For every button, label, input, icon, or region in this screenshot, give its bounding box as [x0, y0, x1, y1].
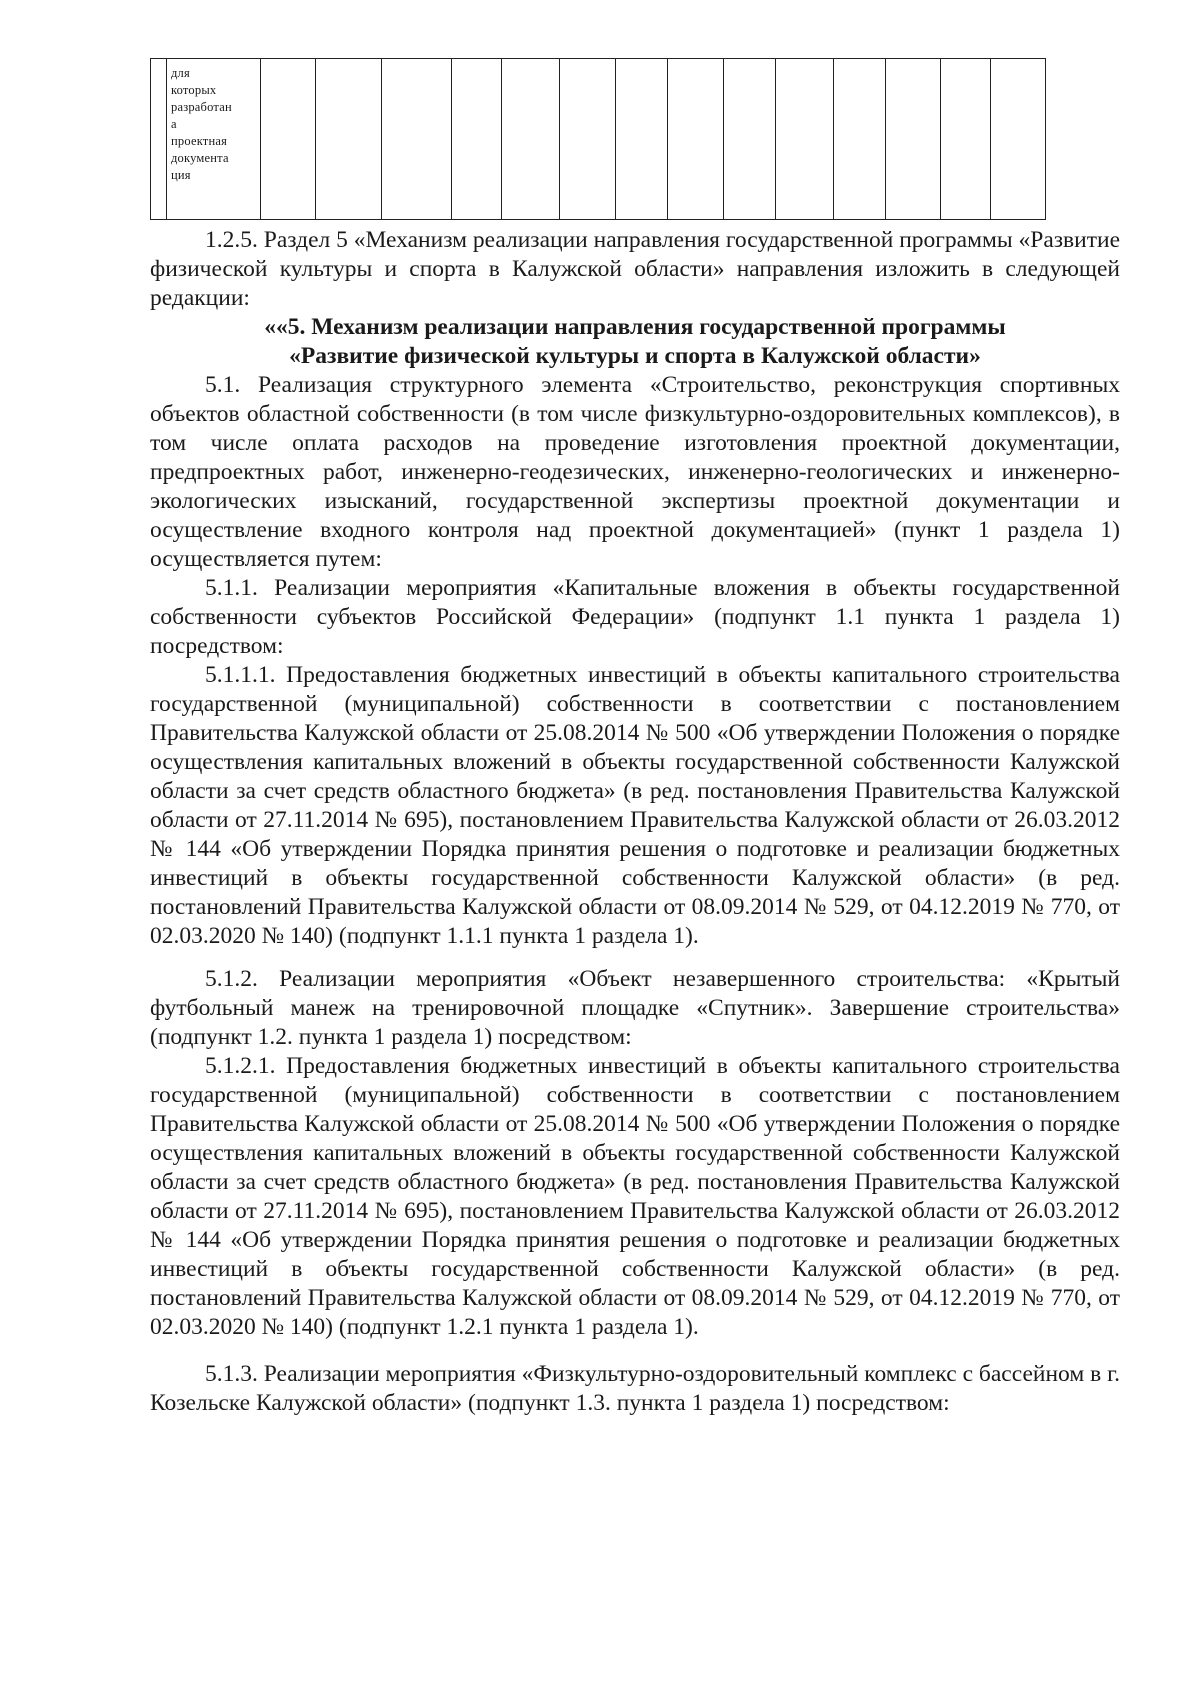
table-cell	[834, 59, 886, 220]
label-line: для	[171, 66, 190, 80]
table-cell	[776, 59, 834, 220]
table-cell	[316, 59, 382, 220]
table-cell	[151, 59, 167, 220]
label-line: а	[171, 117, 177, 131]
section-heading-line-1: ««5. Механизм реализации направления государственной программы	[264, 314, 1006, 340]
table-cell-label	[167, 59, 261, 220]
paragraph-5-1-1: 5.1.1. Реализации мероприятия «Капитальные вложения в объекты государственной собственности субъектов Российской Федерации» (подпункт 1.1 пункта 1 раздела 1) посредством:	[150, 575, 1120, 659]
paragraph-1-2-5: 1.2.5. Раздел 5 «Механизм реализации направления государственной программы «Развитие физической культуры и спорта в Калужской области» направления изложить в следующей редакции:	[150, 227, 1120, 311]
paragraph-5-1-2-1: 5.1.2.1. Предоставления бюджетных инвестиций в объекты капитального строительства государственной (муниципальной) собственности в соответствии с постановлением Правительства Калужской области от 25.08.2014 № 500 «Об утверждении Положения о порядке осуществления капитальных вложений в объекты государственной собственности Калужской области за счет средств областного бюджета» (в ред. постановления Правительства Калужской области от 27.11.2014 № 695), постановлением Правительства Калужской области от 26.03.2012 № 144 «Об утверждении Порядка принятия решения о подготовке и реализации бюджетных инвестиций в объекты государственной собственности Калужской области» (в ред. постановлений Правительства Калужской области от 08.09.2014 № 529, от 04.12.2019 № 770, от 02.03.2020 № 140) (подпункт 1.2.1 пункта 1 раздела 1).	[150, 1053, 1120, 1340]
table-cell	[616, 59, 668, 220]
document-body	[150, 226, 1120, 1418]
table-cell	[382, 59, 452, 220]
table-fragment	[150, 58, 1046, 220]
table-cell	[452, 59, 502, 220]
section-heading-line-2: «Развитие физической культуры и спорта в Калужской области»	[289, 343, 981, 369]
paragraph-5-1-3: 5.1.3. Реализации мероприятия «Физкультурно-оздоровительный комплекс с бассейном в г. Козельске Калужской области» (подпункт 1.3. пункта 1 раздела 1) посредством:	[150, 1361, 1120, 1416]
paragraph-5-1: 5.1. Реализация структурного элемента «Строительство, реконструкция спортивных объектов областной собственности (в том числе физкультурно-оздоровительных комплексов), в том числе оплата расходов на проведение изготовления проектной документации, предпроектных работ, инженерно-геодезических, инженерно-геологических и инженерно-экологических изысканий, государственной экспертизы проектной документации и осуществление входного контроля над проектной документацией» (пункт 1 раздела 1) осуществляется путем:	[150, 372, 1120, 572]
table-cell	[261, 59, 316, 220]
table-cell	[668, 59, 724, 220]
table-row	[151, 59, 1046, 220]
paragraph-5-1-2: 5.1.2. Реализации мероприятия «Объект незавершенного строительства: «Крытый футбольный манеж на тренировочной площадке «Спутник». Завершение строительства» (подпункт 1.2. пункта 1 раздела 1) посредством:	[150, 966, 1120, 1050]
label-line: разработан	[171, 100, 232, 114]
label-line: документа	[171, 151, 229, 165]
table-cell	[941, 59, 991, 220]
table-cell	[991, 59, 1046, 220]
table-cell	[724, 59, 776, 220]
table-cell	[886, 59, 941, 220]
table-cell	[502, 59, 560, 220]
label-line: проектная	[171, 134, 228, 148]
label-line: которых	[171, 83, 217, 97]
paragraph-5-1-1-1: 5.1.1.1. Предоставления бюджетных инвестиций в объекты капитального строительства государственной (муниципальной) собственности в соответствии с постановлением Правительства Калужской области от 25.08.2014 № 500 «Об утверждении Положения о порядке осуществления капитальных вложений в объекты государственной собственности Калужской области за счет средств областного бюджета» (в ред. постановления Правительства Калужской области от 27.11.2014 № 695), постановлением Правительства Калужской области от 26.03.2012 № 144 «Об утверждении Порядка принятия решения о подготовке и реализации бюджетных инвестиций в объекты государственной собственности Калужской области» (в ред. постановлений Правительства Калужской области от 08.09.2014 № 529, от 04.12.2019 № 770, от 02.03.2020 № 140) (подпункт 1.1.1 пункта 1 раздела 1).	[150, 662, 1120, 949]
label-line: ция	[171, 168, 191, 182]
table-cell	[560, 59, 616, 220]
